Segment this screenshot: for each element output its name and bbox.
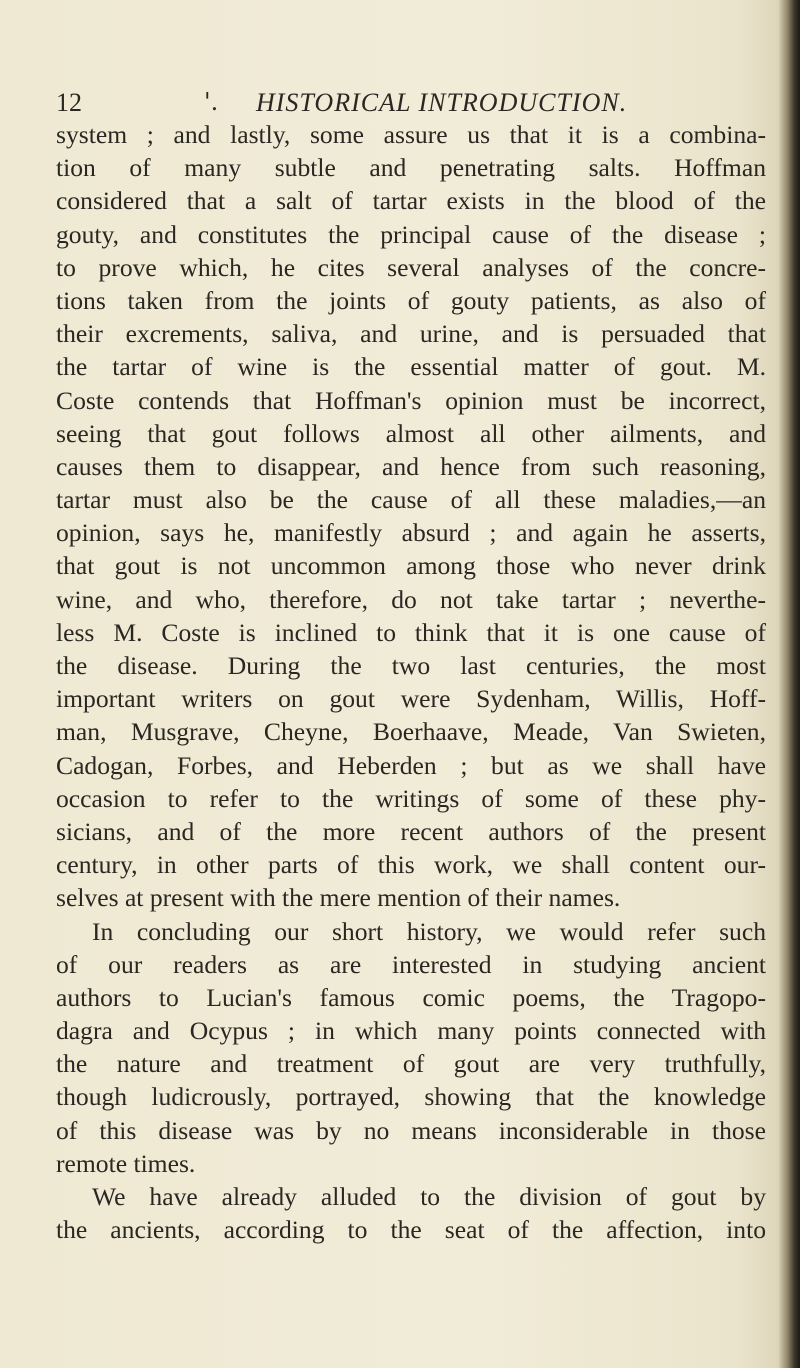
text-line: tion of many subtle and penetrating salts. Hoffman [56, 153, 766, 183]
text-line: of this disease was by no means inconsiderable in those [56, 1115, 766, 1145]
text-line: the tartar of wine is the essential matter of gout. M. [56, 352, 766, 382]
text-line: sicians, and of the more recent authors of the present [56, 816, 766, 846]
text-line: Cadogan, Forbes, and Heberden ; but as we shall have [56, 750, 766, 780]
text-line: In concluding our short history, we would refer such [92, 916, 766, 946]
text-line: seeing that gout follows almost all other ailments, and [56, 418, 766, 448]
text-line: causes them to disappear, and hence from such reasoning, [56, 451, 766, 481]
text-line: the ancients, according to the seat of the affection, into [56, 1215, 766, 1245]
text-line: man, Musgrave, Cheyne, Boerhaave, Meade, Van Swieten, [56, 717, 766, 747]
text-line: tions taken from the joints of gouty patients, as also of [56, 285, 766, 315]
text-line: gouty, and constitutes the principal cause of the disease ; [56, 219, 766, 249]
page-number: 12 [56, 88, 82, 117]
running-head [56, 88, 756, 122]
text-line: tartar must also be the cause of all these maladies,—an [56, 485, 766, 515]
header-mark: '. [204, 88, 219, 116]
text-line: selves at present with the mere mention of their names. [56, 883, 621, 913]
text-line: of our readers as are interested in studying ancient [56, 949, 766, 979]
text-line: We have already alluded to the division of gout by [92, 1182, 766, 1211]
text-line: less M. Coste is inclined to think that it is one cause of [56, 617, 766, 647]
page-edge-shadow [778, 0, 800, 1368]
section-title: HISTORICAL INTRODUCTION. [256, 88, 628, 117]
text-line: opinion, says he, manifestly absurd ; and again he asserts, [56, 518, 766, 548]
text-line: dagra and Ocypus ; in which many points connected with [56, 1016, 766, 1046]
text-line: occasion to refer to the writings of some of these phy- [56, 783, 766, 813]
text-line: system ; and lastly, some assure us that it is a combina- [56, 120, 766, 149]
text-line: their excrements, saliva, and urine, and is persuaded that [56, 319, 766, 349]
text-line: that gout is not uncommon among those who never drink [56, 551, 766, 581]
text-line: to prove which, he cites several analyses of the concre- [56, 252, 766, 282]
text-line: Coste contends that Hoffman's opinion must be incorrect, [56, 385, 766, 415]
text-line: authors to Lucian's famous comic poems, the Tragopo- [56, 982, 766, 1012]
text-line: though ludicrously, portrayed, showing that the knowledge [56, 1082, 766, 1112]
text-line: wine, and who, therefore, do not take tartar ; neverthe- [56, 584, 766, 614]
body-text [56, 118, 766, 1246]
text-line: the nature and treatment of gout are very truthfully, [56, 1049, 766, 1079]
text-line: the disease. During the two last centuries, the most [56, 651, 766, 680]
text-line: important writers on gout were Sydenham, Willis, Hoff- [56, 684, 766, 714]
text-line: considered that a salt of tartar exists in the blood of the [56, 186, 766, 216]
text-line: century, in other parts of this work, we shall content our- [56, 850, 766, 880]
text-line: remote times. [56, 1148, 196, 1178]
